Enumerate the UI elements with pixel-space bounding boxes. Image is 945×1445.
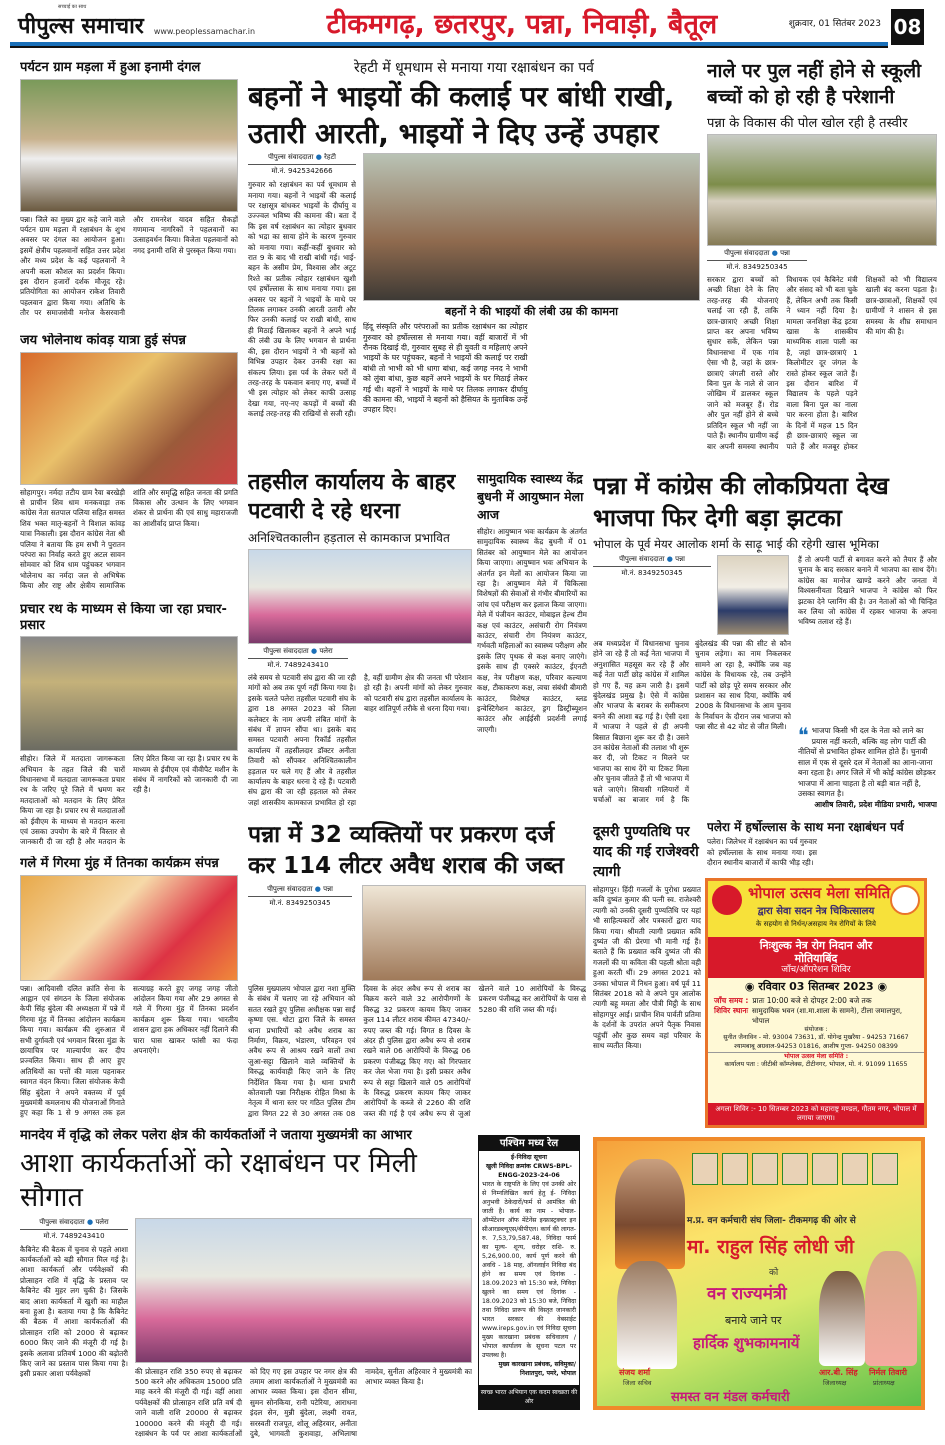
leader-photo [752, 1153, 778, 1185]
patwari-protest-photo [248, 549, 472, 644]
honoree-name: मा. राहुल सिंह लोधी जी [687, 1236, 854, 1258]
article-body: सीहोर। जिले में मतदाता जागरूकता अभियान के तहत जिले की चारों विधानसभा में मतदाता जागरूकता प्रचार रथ के जरिए पूरे जिले में भ्रमण कर मतदाताओं को मतदान के लिए प्रेरित किया जा रहा है। प्रचार रथ से मतदाताओं को ईवीएम के माध्यम से मतदान करना एवं उसका उपयोग के बारे में विस्तार से जानकारी दी जा रही है और मतदान के लिए प्रेरित किया जा रहा है। प्रचार रथ के माध्यम से ईवीएम एवं वीवीपैट मशीन के संबंध में नागरिकों को जानकारी दी जा रही है। [20, 754, 238, 847]
rakhi-celebration-photo [363, 153, 700, 301]
leader-photos [692, 1153, 898, 1185]
byline-photo-row [593, 555, 791, 635]
protest-photo [20, 875, 238, 981]
next-camp: अगला शिविर :- 10 सितम्बर 2023 को महाराष्ट्र मण्डल, गौतम नगर, भोपाल में लगाया जाएगा। [708, 1103, 924, 1125]
article [20, 60, 238, 328]
ad-made: बनाये जाने पर [725, 1314, 782, 1327]
mobile-number: मो.नं. 8349250345 [726, 263, 788, 271]
article [20, 1128, 472, 1442]
side-column [798, 555, 937, 810]
children-crossing-stream-photo [707, 134, 937, 246]
office-label: भोपाल उत्सव मेला समिति : [708, 1052, 924, 1061]
photo-column [363, 153, 700, 456]
ad-wishes: हार्दिक शुभकामनायें [693, 1334, 800, 1352]
byline-photo-row [248, 885, 586, 981]
article-body: हैं तो अपनी पार्टी से बगावत करने को तैयार हैं और चुनाव के बाद सरकार बनाने में भाजपा का साथ देंगे। कांग्रेस का मानोज खाण्डे करने और जनता में विश्वसनीयता दिखाने भाजपा ने कांग्रेस को फिर झटका देने प्लानिंग की है। उन नेताओं को भी चिन्हित कर लिया जो कांग्रेस में रहकर भाजपा के अपना भविष्य तलाश रहे हैं। [798, 555, 937, 627]
article [20, 856, 238, 1121]
venue-label: शिविर स्थानः [714, 1006, 749, 1015]
article-headline: सामुदायिक स्वास्थ्य केंद्र बुधनी में आयुष्मान मेला आज [477, 471, 584, 522]
article-body: लंबे समय से पटवारी संघ द्वारा की जा रही मांगों को अब तक पूर्ण नहीं किया गया है। इसके चलते पलेरा तहसील पटवारी संघ के द्वारा 18 अगस्त 2023 को जिला कलेक्टर के नाम अपनी लंबित मांगों के संबंध में ज्ञापन सौंपा था। इसके बाद समस्त पटवारी अपना रिकॉर्ड तहसील कार्यालय में तहसीलदार डॉक्टर अनीता तिवारी को सौंपकर अनिश्चितकालीन हड़ताल पर चले गए हैं और वे तहसील कार्यालय के बाहर धरना दे रहे हैं। पटवारी संघ द्वारा की जा रही हड़ताल को लेकर जहां शासकीय कामकाज प्रभावित हो रहा है, वहीं ग्रामीण क्षेत्र की जनता भी परेशान हो रही है। अपनी मांगों को लेकर गुरुवार को पटवारी संघ द्वारा तहसील कार्यालय के बाहर शांतिपूर्ण तरीके से धरना दिया गया। [248, 673, 472, 807]
ad-title: जाँच/ऑपरेशन शिविर [781, 965, 851, 975]
byline: पीपुल्स संवाददाता ● पलेरा मो.नं. 7489243410 [20, 1218, 128, 1241]
article [477, 470, 587, 810]
person-photo [865, 1251, 917, 1366]
article-headline: तहसील कार्यालय के बाहर पटवारी दे रहे धरना [248, 470, 456, 524]
campaign-vehicle-photo [20, 636, 238, 751]
masthead [18, 2, 924, 42]
photo-column [135, 1218, 472, 1442]
article [707, 58, 937, 456]
issue-date: शुक्रवार, 01 सितंबर 2023 [788, 18, 881, 29]
ad-support: के सहयोग से निर्धन/असहाय नेत्र रोगियों के लिये [756, 920, 876, 928]
photo-caption: बहनों ने की भाइयों की लंबी उम्र की कामना [445, 305, 618, 319]
portrait-photo [717, 555, 789, 635]
page-number: 08 [891, 9, 924, 45]
greeting-advertisement [593, 1137, 925, 1410]
article-subheadline: भोपाल के पूर्व मेयर आलोक शर्मा के साढ़ू भाई की रहेगी खास भूमिका [593, 537, 880, 551]
article-body: कैबिनेट की बैठक में चुनाव से पहले आशा कार्यकर्ताओं को बड़ी सौगात मिल गई है। आशा कार्यकर्ता और पर्यवेक्षकों की प्रोत्साहन राशि में वृद्धि के प्रस्ताव पर कैबिनेट की मुहर लग चुकी है। जिसके बाद आशा कार्यकर्ता में खुशी का माहौल बना हुआ है। बताया गया है कि कैबिनेट की बैठक में आशा कार्यकर्ताओं की प्रोत्साहन राशि को 2000 से बढ़ाकर 6000 किए जाने की मंजूरी दी गई है। इसके अलावा प्रतिवर्ष 1000 की बढ़ोतरी किए जाने का प्रस्ताव पास किया गया है। इसी प्रकार आशा पर्यवेक्षकों [20, 1244, 128, 1379]
pull-quote [798, 723, 937, 810]
person-photo [617, 1261, 677, 1369]
article-kicker: रेहटी में धूमधाम से मनाया गया रक्षाबंधन का पर्व [354, 60, 594, 76]
article-headline: प्रचार रथ के माध्यम से किया जा रहा प्रचार-प्रसार [20, 602, 227, 633]
article-columns [593, 555, 937, 810]
article-columns [248, 153, 700, 456]
mobile-number: मो.नं. 7489243410 [43, 1231, 105, 1240]
reporter: पीपुल्स संवाददाता [268, 153, 314, 162]
quote-mark-icon: ❝ [798, 723, 809, 747]
article-headline: पलेरा में हर्षोल्लास के साथ मना रक्षाबंधन पर्व [707, 820, 904, 834]
article-subheadline: पन्ना के विकास की पोल खोल रही है तस्वीर [707, 116, 908, 131]
article-body: हिंदू संस्कृति और परंपराओं का प्रतीक रक्षाबंधन का त्योहार गुरुवार को हर्षोल्लास से मनाया गया। वहीं बाजारों में भी रौनक दिखाई दी, गुरुवार सुबह से ही युवती व महिलाएं अपने भाइयों के घर पहुंचकर, बहनों ने भाइयों की कलाई पर राखी बांधी तो भाभी को भी धागा बांधा, कई जगह ननद ने भाभी को लुंबा बांधा, कुछ बहनें अपने भाइयों के घर मिठाई लेकर गई थी। बहनों ने भाइयों के माथे पर तिलक लगाकर दीर्घायु की कामना की, भाइयों ने बहनों को हैसियत के मुताबिक उन्हें उपहार दिए। [363, 322, 528, 415]
person-name: संजय शर्मा [619, 1368, 651, 1377]
coordinator-contacts: श्यामबाबू अग्रवाल-94253 01816, आशीष गुप्ता- 94250 08399 [734, 1042, 898, 1050]
mobile-number: मो.नं. 8349250345 [269, 899, 331, 907]
tender-footer: स्वच्छ भारत अभियान एक कदम स्वच्छता की ओर [479, 1385, 579, 1409]
article-body: पन्ना। जिले का मुख्य द्वार कहे जाने वाले पर्यटन ग्राम मड़ला में रक्षाबंधन के शुभ अवसर पर दंगल का आयोजन हुआ। इसमें क्षेत्रीय पहलवानों सहित उत्तर प्रदेश और मध्य प्रदेश के कई पहलवानों ने अपनी कला कौशल का प्रदर्शन किया। इस दौरान हजारों दर्शक मौजूद रहे। प्रतियोगिता का आयोजन राकेश तिवारी पहलवान द्वारा किया गया। अतिथि के तौर पर समाजसेवी मनोज केसरवानी और रामनरेश यादव सहित सैकड़ों गणमान्य नागरिकों ने पहलवानों का उत्साहवर्धन किया। विजेता पहलवानों को नगद इनामी राशि से पुरस्कृत किया गया। [20, 214, 238, 318]
minister-photo [615, 1159, 685, 1269]
leader-photo [782, 1153, 808, 1185]
article-body: सीहोर। आयुष्मान भवः कार्यक्रम के अंतर्गत सामुदायिक स्वास्थ्य केंद्र बुधनी में 01 सितंबर को आयुष्मान मेले का आयोजन किया जाएगा। आयुष्मान भवः अभियान के अंतर्गत इन मेलों का आयोजन किया जा रहा है। आयुष्मान मेले में चिकित्सा विशेषज्ञों की सेवाओं से गंभीर बीमारियों का जांच एवं परीक्षण कर इलाज किया जाएगा। मेले में पंजीयन काउंटर, मोबाइल हेल्थ टीम कक्ष एवं काउंटर, असंचारी रोग नियंत्रण काउंटर, संचारी रोग नियंत्रण काउंटर, गर्भवती महिलाओं का स्वास्थ्य परीक्षण और इसके लिए पृथक से कक्ष बनाए जाएंगे। इसके साथ ही एक्सरे काउंटर, ईएनटी कक्ष, नेत्र परीक्षण कक्ष, परिवार कल्याण कक्ष, टीकाकरण कक्ष, त्वचा संबंधी बीमारी काउंटर, विशेषज्ञ काउंटर, ब्लड इन्वेस्टिगेशन काउंटर, ड्रग डिस्ट्रीब्यूशन काउंटर और आईईसी प्रदर्शनी लगाई जाएगी। [477, 527, 587, 734]
website-url[interactable]: www.peoplessamachar.in [153, 27, 256, 36]
leader-photo [842, 1153, 868, 1185]
article-body: गुरुवार को रक्षाबंधन का पर्व धूमधाम से मनाया गया। बहनों ने भाइयों की कलाई पर रक्षासूत्र बांधकर भाइयों के दीर्घायु व उज्ज्वल भविष्य की कामना की। बता दें कि इस वर्ष रक्षाबंधन का त्योहार बुधवार को भद्रा का साया होने के कारण गुरुवार को मनाया गया। कहीं-कहीं बुधवार को रात 9 के बाद भी राखी बांधी गई। भाई-बहन के असीम प्रेम, विश्वास और अटूट रिश्ते का प्रतीक त्योहार रक्षाबंधन खुशी एवं हर्षोल्लास के साथ मनाया गया। इस अवसर पर बहनों ने भाइयों के माथे पर तिलक लगाकर उनकी आरती उतारी और फिर उनकी कलाई पर राखी बांधी, साथ ही मिठाई खिलाकर बहनों ने अपने भाई की लंबी उम्र के लिए भगवान से प्रार्थना की, इस दौरान भाइयों ने भी बहनों को विभिन्न उपहार देकर उनकी रक्षा का संकल्प लिया। इस पर्व के लेकर घरों में तरह-तरह के पकवान बनाए गए, बच्चों में भी इस त्योहार को लेकर काफी उत्साह देखा गया, नए-नए कपड़ों में बच्चों की कलाई तरह-तरह की राखियों से सजी रही। [248, 180, 356, 419]
place: पलेरा [95, 1217, 109, 1226]
ad-from: म.प्र. वन कर्मचारी संघ जिला- टीकमगढ़ की ओर से [687, 1216, 856, 1226]
tender-body: भारत के राष्ट्रपति के लिए एवं उनकी ओर से निम्नलिखित कार्य हेतु ई- निविदा अनुभवी ठेकेदारों/फर्म से आमंत्रित की जाती है। कार्य का नाम - भोपाल- ऑग्मेंटेशन ऑफ मेंटेनेंस इन्फ्रास्ट्रक्चर इन सीआरडब्ल्यूएस/बीपीएल। कार्य की लागत- रु. 7,53,79,587.48, निविदा फार्म का मूल्य- शून्य, धरोहर राशि- रु. 5,26,900.00, कार्य पूर्ण करने की अवधि - 18 माह, ऑनलाईन निविदा बंद होने का समय एवं दिनांक - 18.09.2023 को 15:30 बजे, निविदा खुलने का समय एवं दिनांक - 18.09.2023 को 15:30 बजे, निविदा तथा निविदा प्रारूप की विस्तृत जानकारी भारत सरकार की वेबसाईट www.ireps.gov.in एवं निविदा सूचना मुख्य कारखाना प्रबंधक सचिवालय /भोपाल कार्यालय के सूचना पटल पर उपलब्ध है। [482, 1181, 576, 1359]
asha-workers-photo [135, 1218, 472, 1363]
person-name: आर.बी. सिंह [819, 1368, 858, 1377]
eye-camp-advertisement [705, 878, 927, 1128]
tender-number: खुली निविदा क्रमांक CRWS-BPL-ENGG-2023-24-06 [485, 1163, 572, 1179]
eye-icon: ◉ [744, 980, 755, 993]
byline: पीपुल्स संवाददाता ● पलेरा मो.नं. 7489243410 [248, 647, 348, 670]
article [707, 820, 935, 875]
article-headline: बहनों ने भाइयों की कलाई पर बांधी राखी, [248, 80, 675, 113]
reporter: पीपुल्स संवाददाता [619, 555, 665, 563]
mobile-number: मो.नं. 9425342666 [271, 167, 333, 176]
byline: पीपुल्स संवाददाता ● रेहटी मो.नं. 9425342666 [248, 153, 356, 176]
ad-ko: को [769, 1268, 779, 1278]
newspaper-logo: पीपुल्स समाचार [18, 14, 144, 39]
leader-photo [872, 1153, 898, 1185]
article-headline: दूसरी पुण्यतिथि पर याद की गई राजेश्वरी त्यागी [593, 824, 699, 880]
article-body: सोहागपुर। हिंदी गजलों के पुरोधा प्रख्यात कवि दुष्यंत कुमार की पत्नी स्व. राजेश्वरी त्यागी को उनकी दूसरी पुण्यतिथि पर यहां भी साहित्यकारों और पत्रकारों द्वारा याद किया गया। श्रीमती त्यागी प्रख्यात कवि दुष्यंत जी की प्रेरणा भी मानी गई हैं। बताते हैं कि प्रख्यात कवि दुष्यंत जी की गजलों की या कविता की पहली श्रोता वही हुआ करती थीं। 29 अगस्त 2021 को उनका भोपाल में निधन हुआ। वर्ष पूर्व 11 सितंबर 2018 को वे अपने पुत्र आलोक त्यागी बहू ममता और पौत्री मिट्ठी के साथ सोहागपुर आई। प्राचीन शिव पार्वती प्रतिमा के दर्शनों के उपरांत अपने पैतृक निवास पहुंचीं और कुछ समय वहां परिवार के साथ व्यतीत किया। [593, 885, 701, 1051]
logo-block [18, 4, 144, 40]
article [20, 602, 238, 850]
article-headline: नाले पर पुल नहीं होने से स्कूली बच्चों को हो रही है परेशानी [707, 60, 922, 108]
article-columns [20, 1218, 472, 1442]
ad-title: निःशुल्क नेत्र रोग निदान और [759, 939, 873, 952]
coordinator-label: संयोजक : [804, 1026, 828, 1033]
byline: पीपुल्स संवाददाता ● पन्ना मो.नं. 8349250345 [707, 249, 807, 272]
article-headline: जय भोलेनाथ कांवड़ यात्रा हुई संपन्न [20, 333, 186, 348]
edition-title: टीकमगढ़, छतरपुर, पन्ना, निवाड़ी, बैतूल [326, 8, 718, 40]
office-address: कार्यालय पता : जीटीबी कॉम्प्लेक्स, टीटीनगर, भोपाल, मो. नं. 91099 11655 [724, 1061, 908, 1069]
article-headline: उतारी आरती, भाइयों ने दिए उन्हें उपहार [248, 116, 659, 150]
masthead-rule [10, 42, 888, 48]
mobile-number: मो.नं. 8349250345 [621, 569, 683, 577]
ad-sender: समस्त वन मंडल कर्मचारी [671, 1390, 790, 1405]
article [248, 820, 586, 1120]
byline: पीपुल्स संवाददाता ● पन्ना मो.नं. 8349250345 [248, 885, 352, 908]
article-body: सोहागपुर। नर्मदा तटीय ग्राम रैवा बरखेड़ी से प्राचीन शिव धाम मनकवाड़ा तक कांग्रेस नेता सतपाल पलिया सहित समस्त शिव भक्त मातृ-बहनों ने विशाल कांवड़ यात्रा निकाली। इस दौरान कांग्रेस नेता श्री पलिया ने बताया कि हम सभी ने पुरातन परंपरा का निर्वाह करते हुए अटल सावन सोमवार को शिव धाम पहुंचकर भगवान भोलेनाथ का नर्मदा जल से अभिषेक किया और राष्ट्र और क्षेत्रीय सामाजिक शांति और समृद्धि सहित जनता की प्रगति विकास और उत्थान के लिए भगवान शंकर से प्रार्थना की एवं साधु महाराजजी का आशीर्वाद प्राप्त किया। [20, 487, 238, 591]
wrestling-photo [20, 79, 238, 212]
place: पन्ना [323, 885, 333, 893]
eye-icon: ◉ [877, 980, 888, 993]
article-headline: आशा कार्यकर्ताओं को रक्षाबंधन पर मिली सौगात [20, 1147, 417, 1213]
reporter: पीपुल्स संवाददाता [724, 249, 770, 257]
article-kicker: मानदेय में वृद्धि को लेकर पलेरा क्षेत्र की कार्यकर्ताओं ने जताया मुख्यमंत्री का आभार [20, 1128, 412, 1143]
reporter: पीपुल्स संवाददाता [267, 885, 313, 893]
byline: पीपुल्स संवाददाता ● पन्ना मो.नं. 8349250345 [593, 555, 711, 635]
article-body: पुलिस मुख्यालय भोपाल द्वारा नशा मुक्ति के संबंध में चलाए जा रहे अभियान को सतत रखते हुए पुलिस अधीक्षक पन्ना साईं कृष्णा एस. थोटा द्वारा जिले के समस्त थाना प्रभारियों को अवैध शराब का निर्माण, विक्रय, भंडारण, परिवहन एवं अवैध रूप से आश्रय रखने वालों तथा जुआ-सट्टा खिलाने वाले व्यक्तियों के विरुद्ध कार्यवाही किए जाने के लिए निर्देशित किया गया है। थाना प्रभारी कोतवाली पन्ना निरीक्षक रोहित मिश्रा के नेतृत्व में थाना स्तर पर गठित पुलिस टीम द्वारा विगत 22 से 30 अगस्त तक 08 दिवस के अंदर अवैध रूप से शराब का विक्रय करने वाले 32 आरोपीगणों के विरुद्ध 32 प्रकरण कायम किए जाकर कुल 114 लीटर शराब कीमत 47340/-रुपए जब्त की गई। विगत 8 दिवस के अंदर ही पुलिस द्वारा अवैध रूप से शराब रखने वाले 06 आरोपियों के विरुद्ध 06 प्रकरण पंजीबद्ध किए गए। को गिरफ्तार कर जेल भेजा गया है। इसी प्रकार अवैध रूप से सट्टा खिलाने वाले 05 आरोपियों के विरुद्ध प्रकरण कायम किए जाकर आरोपियों के कब्जे से 2260 की राशि जब्त की गई है एवं अवैध रूप से जुआं खेलने वाले 10 आरोपियों के विरुद्ध प्रकरण पंजीबद्ध कर आरोपियों के पास से 5280 की राशि जब्त की गई। [248, 984, 586, 1118]
leader-photo [722, 1153, 748, 1185]
tender-org: पश्चिम मध्य रेल [479, 1136, 579, 1151]
article-headline: पर्यटन ग्राम मड़ला में हुआ इनामी दंगल [20, 60, 201, 75]
camp-time: प्रातः 10:00 बजे से दोपहर 2:00 बजे तक [752, 996, 872, 1005]
time-label: जाँच समय : [714, 996, 749, 1005]
article [593, 822, 701, 1120]
article [593, 470, 937, 810]
ad-hospital: द्वारा सेवा सदन नेत्र चिकित्सालय [757, 906, 875, 917]
reporter: पीपुल्स संवाददाता [39, 1217, 85, 1226]
article [248, 58, 700, 456]
person-role: प्रांताध्यक्ष [873, 1379, 895, 1387]
railway-tender-notice [478, 1135, 580, 1410]
police-photo [362, 885, 586, 981]
article-body: सरकार द्वारा बच्चों को अच्छी शिक्षा देने के लिए तरह-तरह की योजनाएं चलाई जा रही हैं, ताकि छात्र-छात्राएं अच्छी शिक्षा प्राप्त कर अपना भविष्य सुधार सकें, लेकिन पन्ना विधानसभा में एक गांव ऐसा भी है, जहां के छात्र-छात्राएं जंगली रास्ते और बिना पुल के नाले से जान जोखिम में डालकर स्कूल जाने को मजबूर हैं। रोड और पुल नहीं होने से बच्चे प्रतिदिन स्कूल भी नहीं जा पाते हैं। स्थानीय ग्रामीण कई बार अपनी समस्या स्थानीय विधायक एवं कैबिनेट मंत्री और संसद को भी बता चुके हैं, लेकिन अभी तक किसी ने ध्यान नहीं दिया है। मामला जनशिक्षा केंद्र इटवा खास के शासकीय माध्यमिक शाला पाली का है, जहां छात्र-छात्राएं 1 किलोमीटर दूर जंगल के रास्ते होकर स्कूल जाते हैं। इस दौरान बारिश में विद्यालय के पहले पड़ने वाला बिना पुल का नाला पार करना होता है। बारिश के दिनों में महज 15 दिन ही छात्र-छात्राएं स्कूल जा पाते हैं और मजबूर होकर शिक्षकों को भी विद्यालय खाली बंद करना पड़ता है। छात्र-छात्राओं, शिक्षकों एवं ग्रामीणों ने शासन से इस समस्या के शीघ्र समाधान की मांग की है। [707, 275, 937, 451]
ad-post: वन राज्यमंत्री [707, 1284, 787, 1304]
article-subheadline: अनिश्चितकालीन हड़ताल से कामकाज प्रभावित [248, 531, 450, 545]
utsav-seal-icon [890, 885, 920, 915]
place: पन्ना [780, 249, 790, 257]
text-column [593, 555, 791, 810]
ganesh-emblem-icon [712, 885, 742, 915]
ad-title: मोतियाबिंद [794, 952, 838, 965]
camp-date: रविवार 03 सितम्बर 2023 [758, 980, 874, 993]
article-headline: गले में गिरमा मुंह में तिनका कार्यक्रम संपन्न [20, 856, 219, 871]
place: पलेरा [319, 647, 333, 655]
mobile-number: मो.नं. 7489243410 [267, 661, 329, 669]
person-role: जिलाध्यक्ष [823, 1379, 847, 1387]
leader-photo [692, 1153, 718, 1185]
reporter: पीपुल्स संवाददाता [263, 647, 309, 655]
text-column [20, 1218, 128, 1442]
article-body: की प्रोत्साहन राशि 350 रुपए से बढ़ाकर 500 करने और अधिकतम 15000 प्रति माह करने की मंजूरी दी गई। वहीं आशा पर्यवेक्षकों की प्रोत्साहन राशि प्रति वर्ष दी जाने वाली राशि 20000 से बढ़ाकर 100000 करने की मंजूरी दी गई। रक्षाबंधन के पर्व पर आशा कार्यकर्ताओं को दिए गए इस उपहार पर नगर क्षेत्र की तमाम आशा कार्यकर्ताओं ने मुख्यमंत्री का आभार व्यक्त किया। इस दौरान सीमा, सुमन सोनकिया, रानी पटेरिया, आराधना इंदल सेन, मुन्नी बुंदेला, लक्ष्मी रावत, सरस्वती राजपूत, शोलू अहिरवार, अनीता दुबे, भागवती कुशवाहा, अभिलाषा नामदेव, सुनीता अहिरवार ने मुख्यमंत्री का आभार व्यक्त किया है। [135, 1366, 472, 1439]
person-role: जिला सचिव [623, 1379, 652, 1387]
place: पन्ना [675, 555, 685, 563]
tender-signature: मुख्य कारखाना प्रबंधक, सविमुका/निशातपुरा, पमरे, भोपाल [498, 1361, 576, 1377]
article [20, 333, 238, 593]
person-photo [819, 1271, 865, 1366]
article-body: अब मध्यप्रदेश में विधानसभा चुनाव होने जा रहे हैं तो कई नेता भाजपा में अनुशासित महसूस कर रहे हैं और कई नेता पार्टी छोड़ कांग्रेस में शामिल हो गए हैं, यह क्रम जारी है। इसमें बुंदेलखंड प्रमुख है। ऐसे में कांग्रेस और भाजपा के बराबर के समीकरण बनने की आशा बढ़ गई है। ऐसी दशा में भाजपा ने पहले से ही अपनी बिसात बिछाना शुरू कर दी है। उसने उन कांग्रेस नेताओं की तलाश भी शुरू कर दी, जो टिकट न मिलने पर भाजपा का साथ देंगे या टिकट मिला और चुनाव जीतते हैं तो भी भाजपा में चले जाएंगे। सियासी गलियारों में चर्चाओं का बाजार गर्म है कि बुंदेलखंड की पन्ना की सीट से कौन चुनाव लड़ेगा। का नाम निकलकर सामने आ रहा है, क्योंकि जब वह कांग्रेस के विधायक रहे, तब उन्होंने पार्टी को छोड़ पूरे समय सरकार और प्रशासन का साथ दिया, क्योंकि वर्ष 2008 के विधानसभा के आम चुनाव के निर्वाचन के दौरान जब भाजपा को पन्ना सीट से 42 वोट से जीत मिली। [593, 639, 791, 805]
ad-org: भोपाल उत्सव मेला समिति [748, 884, 891, 902]
article-body: पन्ना। आदिवासी दलित क्रांति सेना के आह्वान एवं संगठन के जिला संयोजक केपी सिंह बुंदेला की अध्यक्षता में पन्ने में गिरमा मुंह में तिनका आंदोलन कार्यक्रम किया गया। कार्यक्रम की शुरुआत में सभी दुर्गावती एवं भगवान बिरसा मुंडा के छायाचित्र पर माल्यार्पण कर दीप प्रज्वलित किया। साथ ही आए हुए अतिथियों का पत्तों की माला पहनाकर स्वागत वंदन किया। जिला संयोजक केपी सिंह बुंदेला ने अपने वक्तव्य में पूर्व मुख्यमंत्री कमलनाथ की योजनाओं गिनाते हुए कहा कि 1 से 9 अगस्त तक हल सत्याग्रह करते हुए जगह जगह जीतो आंदोलन किया गया और 29 अगस्त से गले में गिरमा मुंह में तिनका प्रदर्शन कार्यक्रम शुरू किया गया। भारतीय शासन द्वारा हक अधिकार नहीं दिलाने की चारा घास खाकर फांसी का फंदा अपनाएंगे। [20, 983, 238, 1118]
leader-photo [812, 1153, 838, 1185]
article-headline: पन्ना में कांग्रेस की लोकप्रियता देख भाजपा फिर देगी बड़ा झटका [593, 472, 889, 532]
quote-author: आशीष तिवारी, प्रदेश मीडिया प्रभारी, भाजपा [814, 799, 937, 809]
article-body: पलेरा। जिलेभर में रक्षाबंधन का पर्व गुरुवार को हर्षोल्लास के साथ मनाया गया। इस दौरान स्थानीय बाजारों में काफी भीड़ रही। [707, 837, 817, 868]
coordinator-contacts: सुनीत जैनाविन - मो. 93004 73631, डॉ. योगेन्द्र मुखरैया - 94253 71667 [723, 1034, 909, 1042]
tender-title: ई-निविदा सूचना [511, 1154, 547, 1161]
kanwar-yatra-photo [20, 352, 238, 485]
camp-venue: सामुदायिक भवन (शा.मा.शाला के सामने), टीला जमालपुरा, भोपाल [752, 1007, 903, 1025]
article-headline: पन्ना में 32 व्यक्तियों पर प्रकरण दर्ज कर 114 लीटर अवैध शराब की जब्त [248, 822, 564, 879]
person-name: निर्मल तिवारी [869, 1368, 908, 1377]
logo-tagline: सच्चाई का साथ [58, 4, 87, 10]
quote-text: भाजपा किसी भी दल के नेता को लाने का प्रयास नहीं करती, बल्कि वह लोग पार्टी की नीतियों से प्रभावित होकर शामिल होते हैं। चुनावी साल में एक से दूसरे दल में नेताओं का आना-जाना बना रहता है। अगर जिले में भी कोई कांग्रेस छोड़कर भाजपा में आना चाहता है तो बड़ी बात नहीं है, उसका स्वागत है। [798, 726, 936, 798]
article [248, 468, 472, 810]
place: रेहटी [324, 153, 336, 162]
text-column [248, 153, 356, 456]
